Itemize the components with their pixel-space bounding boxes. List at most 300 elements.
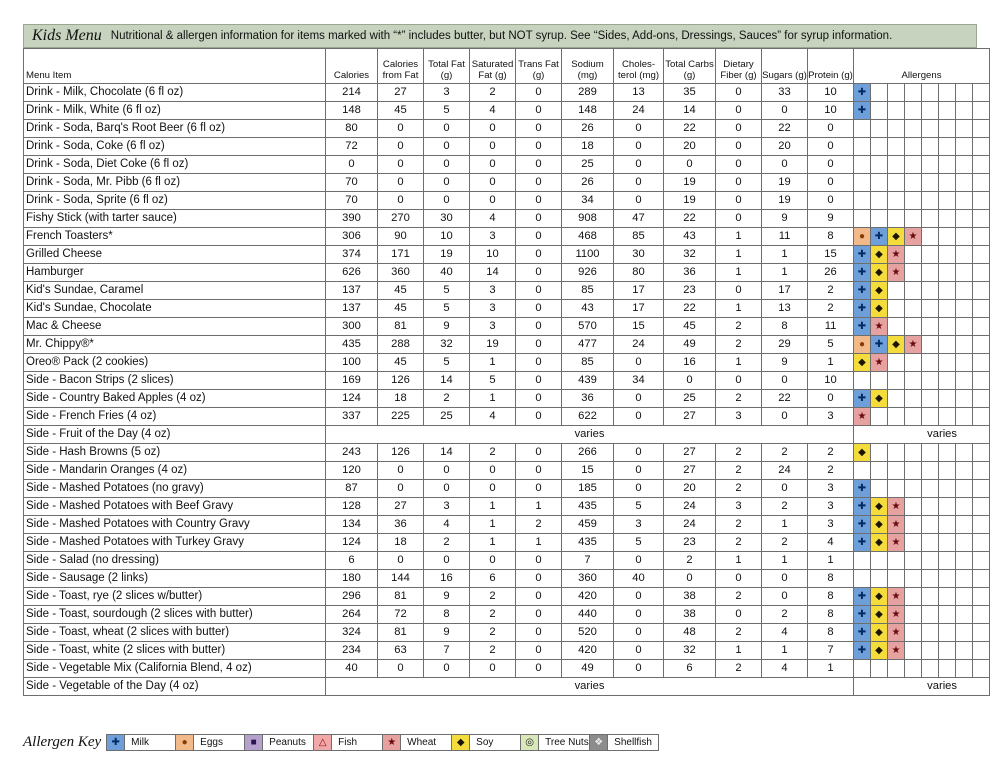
soy-icon: ◆: [854, 444, 870, 461]
nutrition-value: 2: [664, 552, 716, 570]
allergen-cell-empty: [922, 246, 939, 264]
allergen-cell-empty: [922, 516, 939, 534]
soy-icon: ◆: [871, 300, 887, 317]
allergen-cell-wheat: [905, 336, 922, 354]
allergen-key-label: Soy: [476, 736, 494, 748]
allergen-cell-empty: [871, 84, 888, 102]
allergen-cell-empty: [922, 282, 939, 300]
nutrition-value: 5: [424, 354, 470, 372]
nutrition-value: 26: [562, 174, 614, 192]
milk-icon: ✚: [871, 336, 887, 353]
allergen-cell-empty: [905, 156, 922, 174]
allergen-cell-empty: [922, 300, 939, 318]
nutrition-value: 43: [562, 300, 614, 318]
wheat-icon: ★: [383, 735, 401, 750]
peanuts-icon: ■: [245, 735, 263, 750]
nutrition-value: 6: [326, 552, 378, 570]
allergen-cell-empty: [956, 138, 973, 156]
nutrition-value: 2: [470, 624, 516, 642]
allergen-cell-empty: [922, 120, 939, 138]
allergen-cell-empty: [922, 84, 939, 102]
allergen-cell-empty: [905, 660, 922, 678]
menu-item-name: Drink - Soda, Mr. Pibb (6 fl oz): [24, 174, 326, 192]
col-header: Choles-terol (mg): [614, 49, 664, 84]
allergen-cell-milk: [854, 390, 871, 408]
wheat-icon: ★: [888, 642, 904, 659]
table-row: [24, 588, 990, 606]
nutrition-value: 1: [762, 264, 808, 282]
allergen-cell-empty: [888, 354, 905, 372]
nutrition-value: 15: [562, 462, 614, 480]
nutrition-value: 0: [808, 120, 854, 138]
nutrition-value: 22: [762, 390, 808, 408]
allergen-cell-empty: [888, 390, 905, 408]
nutrition-value: 3: [808, 408, 854, 426]
allergen-cell-empty: [956, 408, 973, 426]
nutrition-value: 0: [424, 192, 470, 210]
menu-item-name: Side - Toast, white (2 slices with butter): [24, 642, 326, 660]
nutrition-value: 27: [664, 462, 716, 480]
shellfish-icon: ❖: [590, 735, 608, 750]
nutrition-value: 36: [664, 264, 716, 282]
allergen-cell-empty: [973, 660, 990, 678]
allergen-cell-empty: [956, 624, 973, 642]
allergen-cell-milk: [854, 534, 871, 552]
nutrition-value: 0: [716, 102, 762, 120]
allergen-cell-empty: [922, 588, 939, 606]
allergen-key-label: Milk: [131, 736, 149, 748]
menu-item-name: Side - Vegetable of the Day (4 oz): [24, 678, 326, 696]
nutrition-value: 5: [614, 498, 664, 516]
header-note: Nutritional & allergen information for items marked with “*” includes butter, but NOT syrup. See “Sides, Add-ons, Dressings, Sauces” for syrup information.: [110, 30, 893, 42]
nutrition-value: 2: [716, 516, 762, 534]
nutrition-value: 0: [378, 552, 424, 570]
allergen-cell-empty: [939, 210, 956, 228]
nutrition-value: 1: [716, 642, 762, 660]
allergen-cell-soy: [871, 606, 888, 624]
table-row: [24, 336, 990, 354]
soy-icon: ◆: [854, 354, 870, 371]
nutrition-value: 80: [326, 120, 378, 138]
nutrition-value: 19: [470, 336, 516, 354]
col-header: Menu Item: [24, 49, 326, 84]
menu-item-name: French Toasters*: [24, 228, 326, 246]
nutrition-value: 0: [516, 624, 562, 642]
allergen-cell-empty: [956, 372, 973, 390]
allergen-cell-empty: [888, 372, 905, 390]
eggs-icon: ●: [176, 735, 194, 750]
table-row: [24, 408, 990, 426]
nutrition-value: 0: [516, 300, 562, 318]
allergen-cell-empty: [888, 102, 905, 120]
nutrition-value: 29: [762, 336, 808, 354]
nutrition-value: 9: [762, 354, 808, 372]
nutrition-value: 24: [614, 102, 664, 120]
allergen-cell-empty: [956, 642, 973, 660]
milk-icon: ✚: [854, 480, 870, 497]
nutrition-value: 2: [716, 444, 762, 462]
nutrition-value: 23: [664, 534, 716, 552]
nutrition-value: 4: [762, 624, 808, 642]
menu-item-name: Side - Toast, rye (2 slices w/butter): [24, 588, 326, 606]
allergen-cell-empty: [939, 138, 956, 156]
allergen-cell-empty: [973, 444, 990, 462]
nutrition-value: 0: [614, 120, 664, 138]
nutrition-value: 20: [762, 138, 808, 156]
nutrition-value: 40: [326, 660, 378, 678]
table-row: [24, 426, 990, 444]
allergen-key-label: Peanuts: [269, 736, 306, 748]
allergen-cell-empty: [888, 660, 905, 678]
nutrition-value: 27: [378, 84, 424, 102]
nutrition-value: 0: [762, 372, 808, 390]
nutrition-value: 288: [378, 336, 424, 354]
nutrition-value: 0: [516, 174, 562, 192]
nutrition-value: 0: [470, 156, 516, 174]
allergen-cell-milk: [854, 624, 871, 642]
nutrition-value: 5: [470, 372, 516, 390]
allergen-cell-empty: [939, 462, 956, 480]
nutrition-value: 0: [614, 624, 664, 642]
col-header: Sodium (mg): [562, 49, 614, 84]
nutrition-value: 2: [716, 390, 762, 408]
allergen-key-label: Tree Nuts: [545, 736, 589, 748]
allergen-cell-empty: [905, 606, 922, 624]
table-row: [24, 480, 990, 498]
allergen-cell-empty: [922, 408, 939, 426]
allergen-cell-empty: [922, 444, 939, 462]
fish-icon: △: [314, 735, 332, 750]
nutrition-value: 0: [516, 570, 562, 588]
allergen-cell-milk: [854, 516, 871, 534]
nutrition-value: 1: [716, 552, 762, 570]
nutrition-value: 180: [326, 570, 378, 588]
allergen-cell-empty: [905, 588, 922, 606]
allergen-cell-empty: [888, 138, 905, 156]
wheat-icon: ★: [888, 498, 904, 515]
menu-item-name: Side - Toast, sourdough (2 slices with butter): [24, 606, 326, 624]
allergen-cell-soy: [871, 516, 888, 534]
allergen-cell-empty: [956, 282, 973, 300]
allergen-cell-empty: [973, 84, 990, 102]
nutrition-value: 25: [424, 408, 470, 426]
allergen-cell-empty: [905, 84, 922, 102]
nutrition-value: 9: [424, 588, 470, 606]
nutrition-value: 439: [562, 372, 614, 390]
nutrition-value: 0: [470, 660, 516, 678]
milk-icon: ✚: [854, 246, 870, 263]
nutrition-value: 45: [378, 300, 424, 318]
nutrition-value: 266: [562, 444, 614, 462]
nutrition-value: 2: [716, 480, 762, 498]
nutrition-value: 40: [424, 264, 470, 282]
nutrition-value: 1: [762, 246, 808, 264]
nutrition-value: 144: [378, 570, 424, 588]
allergen-cell-empty: [973, 210, 990, 228]
col-header: Calories: [326, 49, 378, 84]
nutrition-value: 45: [378, 282, 424, 300]
allergen-cell-empty: [905, 282, 922, 300]
col-header-allergens: Allergens: [854, 49, 990, 84]
nutrition-table: [23, 48, 990, 696]
nutrition-value: 0: [516, 552, 562, 570]
allergen-cell-soy: [888, 228, 905, 246]
allergen-cell-empty: [922, 660, 939, 678]
allergen-cell-empty: [922, 318, 939, 336]
allergen-cell-empty: [905, 480, 922, 498]
soy-icon: ◆: [871, 282, 887, 299]
nutrition-value: 626: [326, 264, 378, 282]
nutrition-value: 1: [470, 534, 516, 552]
nutrition-value: 5: [614, 534, 664, 552]
nutrition-value: 1: [716, 264, 762, 282]
allergen-cell-empty: [973, 480, 990, 498]
soy-icon: ◆: [888, 228, 904, 245]
nutrition-value: 24: [762, 462, 808, 480]
allergen-cell-empty: [939, 336, 956, 354]
allergen-cell-empty: [871, 192, 888, 210]
nutrition-value: 0: [614, 192, 664, 210]
nutrition-value: 0: [378, 480, 424, 498]
nutrition-value: 72: [378, 606, 424, 624]
allergen-cell-milk: [854, 300, 871, 318]
menu-item-name: Side - Mandarin Oranges (4 oz): [24, 462, 326, 480]
allergen-cell-empty: [922, 264, 939, 282]
wheat-icon: ★: [871, 354, 887, 371]
nutrition-value: 2: [808, 282, 854, 300]
allergen-cell-empty: [939, 354, 956, 372]
allergen-cell-wheat: [888, 516, 905, 534]
nutrition-value: 4: [470, 408, 516, 426]
allergen-cell-empty: [973, 390, 990, 408]
nutrition-value: 420: [562, 588, 614, 606]
nutrition-value: 120: [326, 462, 378, 480]
allergen-cell-empty: [956, 588, 973, 606]
nutrition-value: 5: [424, 102, 470, 120]
menu-item-name: Fishy Stick (with tarter sauce): [24, 210, 326, 228]
nutrition-value: 9: [424, 624, 470, 642]
nutrition-value: 374: [326, 246, 378, 264]
table-row: [24, 246, 990, 264]
nutrition-value: 19: [762, 192, 808, 210]
nutrition-value: 2: [470, 588, 516, 606]
wheat-icon: ★: [888, 606, 904, 623]
allergen-cell-empty: [888, 192, 905, 210]
allergen-cell-empty: [956, 606, 973, 624]
allergen-cell-empty: [956, 552, 973, 570]
allergen-cell-empty: [939, 264, 956, 282]
nutrition-value: 24: [664, 498, 716, 516]
menu-item-name: Drink - Soda, Diet Coke (6 fl oz): [24, 156, 326, 174]
nutrition-value: 27: [664, 408, 716, 426]
allergen-cell-wheat: [888, 498, 905, 516]
nutrition-value: 243: [326, 444, 378, 462]
table-row: [24, 210, 990, 228]
nutrition-value: 19: [762, 174, 808, 192]
nutrition-value: 0: [516, 210, 562, 228]
allergen-cell-empty: [973, 192, 990, 210]
allergen-cell-empty: [922, 372, 939, 390]
allergen-cell-empty: [973, 174, 990, 192]
page-title: Kids Menu: [32, 27, 102, 44]
nutrition-value: 0: [470, 120, 516, 138]
nutrition-value: 26: [808, 264, 854, 282]
nutrition-value: 19: [424, 246, 470, 264]
nutrition-value: 225: [378, 408, 424, 426]
allergen-cell-milk: [854, 480, 871, 498]
allergen-cell-empty: [871, 552, 888, 570]
allergen-cell-empty: [854, 120, 871, 138]
allergen-key-item-peanuts: [244, 734, 314, 751]
allergen-cell-soy: [871, 390, 888, 408]
soy-icon: ◆: [871, 606, 887, 623]
allergen-cell-empty: [905, 102, 922, 120]
nutrition-value: 0: [808, 138, 854, 156]
allergen-cell-empty: [973, 408, 990, 426]
nutrition-value: 324: [326, 624, 378, 642]
nutrition-value: 0: [470, 174, 516, 192]
nutrition-value: 10: [808, 102, 854, 120]
nutrition-value: 17: [614, 282, 664, 300]
nutrition-value: 0: [614, 138, 664, 156]
allergen-cell-empty: [973, 264, 990, 282]
nutrition-value: 16: [424, 570, 470, 588]
allergen-cell-milk: [854, 102, 871, 120]
nutrition-value: 185: [562, 480, 614, 498]
nutrition-value: 27: [664, 444, 716, 462]
nutrition-value: 0: [516, 120, 562, 138]
nutrition-value: 0: [614, 660, 664, 678]
nutrition-value: 0: [716, 156, 762, 174]
allergen-cell-empty: [922, 606, 939, 624]
nutrition-value: 126: [378, 372, 424, 390]
allergen-cell-empty: [956, 444, 973, 462]
nutrition-value: 0: [470, 462, 516, 480]
nutrition-value: 477: [562, 336, 614, 354]
allergen-cell-empty: [973, 534, 990, 552]
wheat-icon: ★: [888, 516, 904, 533]
allergen-cell-empty: [888, 552, 905, 570]
allergen-cell-empty: [939, 372, 956, 390]
nutrition-value: 11: [762, 228, 808, 246]
nutrition-value: 0: [424, 462, 470, 480]
nutrition-value: 25: [562, 156, 614, 174]
allergen-cell-empty: [888, 174, 905, 192]
allergen-cell-soy: [871, 300, 888, 318]
table-row: [24, 534, 990, 552]
nutrition-value: 13: [614, 84, 664, 102]
soy-icon: ◆: [871, 498, 887, 515]
nutrition-value: 85: [614, 228, 664, 246]
nutrition-value: 0: [516, 318, 562, 336]
allergen-cell-empty: [956, 156, 973, 174]
table-row: [24, 516, 990, 534]
allergen-cell-empty: [939, 660, 956, 678]
nutrition-value: 1: [716, 354, 762, 372]
nutrition-value: 468: [562, 228, 614, 246]
nutrition-value: 81: [378, 588, 424, 606]
milk-icon: ✚: [854, 264, 870, 281]
nutrition-value: 2: [470, 84, 516, 102]
nutrition-value: 2: [470, 642, 516, 660]
nutrition-value: 20: [664, 480, 716, 498]
nutrition-value: 0: [614, 174, 664, 192]
menu-item-name: Grilled Cheese: [24, 246, 326, 264]
nutrition-value: 1: [716, 246, 762, 264]
milk-icon: ✚: [107, 735, 125, 750]
allergen-cell-empty: [956, 390, 973, 408]
allergen-cell-wheat: [905, 228, 922, 246]
table-row: [24, 192, 990, 210]
nutrition-value: 0: [424, 120, 470, 138]
nutrition-value: 2: [716, 534, 762, 552]
nutrition-value: 19: [664, 174, 716, 192]
allergen-cell-empty: [871, 120, 888, 138]
menu-item-name: Mr. Chippy®*: [24, 336, 326, 354]
allergen-cell-wheat: [888, 246, 905, 264]
allergen-cell-empty: [973, 138, 990, 156]
allergen-cell-wheat: [888, 264, 905, 282]
menu-item-name: Side - French Fries (4 oz): [24, 408, 326, 426]
allergen-cell-empty: [888, 210, 905, 228]
allergen-cell-empty: [922, 552, 939, 570]
soy-icon: ◆: [871, 516, 887, 533]
menu-item-name: Hamburger: [24, 264, 326, 282]
table-row: [24, 354, 990, 372]
nutrition-value: 0: [516, 156, 562, 174]
nutrition-value: 80: [614, 264, 664, 282]
nutrition-value: 0: [614, 606, 664, 624]
allergen-cell-empty: [888, 444, 905, 462]
allergen-cell-empty: [905, 516, 922, 534]
nutrition-value: 0: [516, 408, 562, 426]
nutrition-value: 0: [664, 570, 716, 588]
table-header-row: [24, 49, 990, 84]
menu-item-name: Side - Country Baked Apples (4 oz): [24, 390, 326, 408]
nutrition-value: 26: [562, 120, 614, 138]
nutrition-value: 0: [516, 336, 562, 354]
menu-item-name: Side - Vegetable Mix (California Blend, 4 oz): [24, 660, 326, 678]
allergen-cell-empty: [956, 336, 973, 354]
nutrition-value: 0: [808, 156, 854, 174]
nutrition-value: 459: [562, 516, 614, 534]
allergen-cell-milk: [854, 606, 871, 624]
nutrition-value: 13: [762, 300, 808, 318]
nutrition-value: 9: [762, 210, 808, 228]
allergen-cell-milk: [854, 246, 871, 264]
nutrition-value: 570: [562, 318, 614, 336]
milk-icon: ✚: [854, 516, 870, 533]
nutrition-value: 0: [326, 156, 378, 174]
eggs-icon: ●: [854, 336, 870, 353]
allergen-cell-empty: [905, 210, 922, 228]
nutrition-value: 0: [808, 192, 854, 210]
nutrition-value: 0: [614, 588, 664, 606]
table-row: [24, 444, 990, 462]
nutrition-value: 0: [614, 642, 664, 660]
nutrition-value: 3: [470, 318, 516, 336]
nutrition-value: 18: [378, 534, 424, 552]
nutrition-value: 72: [326, 138, 378, 156]
table-row: [24, 372, 990, 390]
nutrition-value: 360: [378, 264, 424, 282]
nutrition-value: 1: [808, 660, 854, 678]
menu-item-name: Side - Salad (no dressing): [24, 552, 326, 570]
nutrition-value: 0: [664, 372, 716, 390]
allergen-key-item-milk: [106, 734, 176, 751]
allergen-cell-empty: [956, 246, 973, 264]
nutrition-value: 27: [378, 498, 424, 516]
